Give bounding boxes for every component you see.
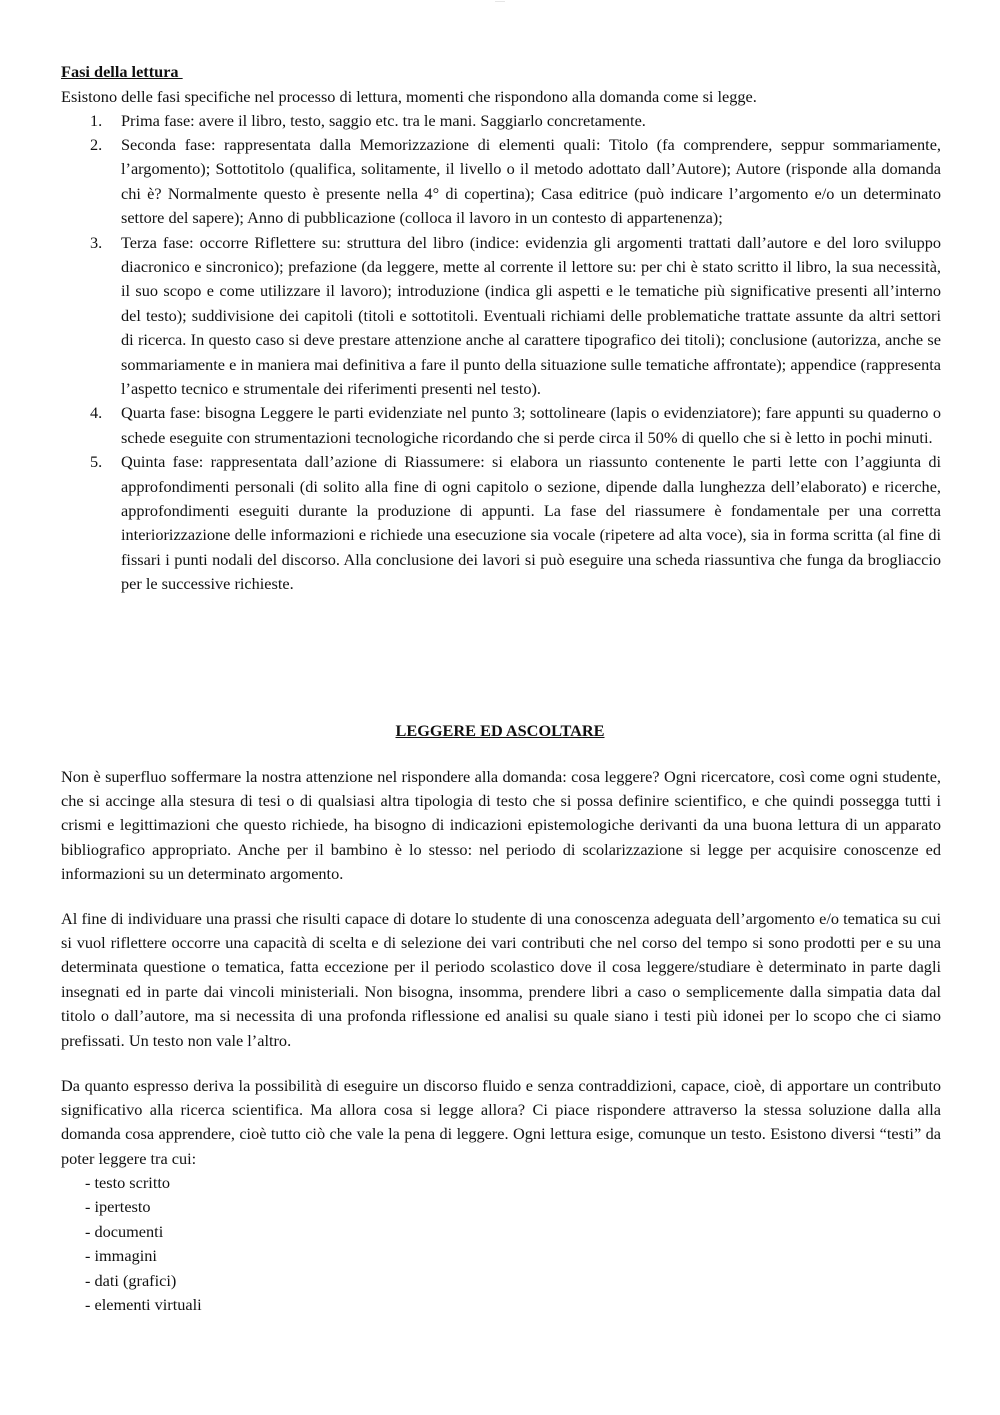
section-intro: Esistono delle fasi specifiche nel processo di lettura, momenti che rispondono alla domanda come si legge.	[61, 86, 757, 106]
list-item	[61, 231, 941, 402]
list-item	[61, 133, 941, 231]
list-item	[61, 401, 941, 450]
list-item-text: Seconda fase: rappresentata dalla Memorizzazione di elementi quali: Titolo (fa comprendere, seppur sommariamente, l’argomento); Sottotitolo (qualifica, solitamente, il livello o il metodo adottato dall’Autore); Autore (risponde alla domanda chi è? Normalmente questo è presente nella 4° di copertina); Casa editrice (può indicare l’argomento e/o un determinato settore del sapere); Anno di pubblicazione (colloca il lavoro in un contesto di appartenenza);	[121, 134, 941, 228]
list-number: 1.	[90, 110, 103, 130]
list-number: 5.	[90, 452, 103, 472]
paragraph: Non è superfluo soffermare la nostra attenzione nel rispondere alla domanda: cosa leggere? Ogni ricercatore, così come ogni studente, che si accinge alla stesura di tesi o di qualsiasi altra tipologia di testo che si possa definire scientifico, e che quindi possegga tutti i crismi e legittimazioni che questo richiede, ha bisogno di indicazioni epistemologiche derivanti da una buona lettura di un apparato bibliografico appropriato. Anche per il bambino è lo stesso: nel periodo di scolarizzazione si legge per acquisire conoscenze ed informazioni su un determinato argomento.	[61, 766, 941, 884]
list-item: - elementi virtuali	[85, 1295, 202, 1315]
list-item-text: Prima fase: avere il libro, testo, saggio etc. tra le mani. Saggiarlo concretamente.	[121, 110, 646, 130]
section-title-fasi: Fasi della lettura	[61, 62, 183, 81]
paragraph: Al fine di individuare una prassi che risulti capace di dotare lo studente di una conoscenza adeguata dell’argomento e/o tematica su cui si vuol riflettere occorre una capacità di scelta e di selezione dei vari contributi che nel corso del tempo si sono prodotti per e su una determinata questione o tematica, fatta eccezione per il periodo scolastico dove il cosa leggere/studiare è determinato in parte dagli insegnati ed in parte dai vincoli ministeriali. Non bisogna, insomma, prendere libri a caso o semplicemente dalla simpatia data dal titolo o dall’autore, ma si necessita di una profonda riflessione ed analisi su quale siano i testi più idonei per lo scopo che ci siamo prefissati. Un testo non vale l’altro.	[61, 908, 941, 1050]
list-item: - immagini	[85, 1246, 157, 1266]
list-item: - testo scritto	[85, 1173, 171, 1192]
list-number: 2.	[90, 134, 103, 154]
list-item-text: Terza fase: occorre Riflettere su: struttura del libro (indice: evidenzia gli argomenti trattati dall’autore e del loro sviluppo diacronico e sincronico); prefazione (da leggere, mette al corrente il lettore su: per chi è stato scritto il libro, la sua necessità, il suo scopo e come utilizzare il lavoro); introduzione (indica gli aspetti e le tematiche più significative presenti all’interno del testo); suddivisione dei capitoli (titoli e sottotitoli. Eventuali richiami delle problematiche trattate assunte da altri settori di ricerca. In questo caso si deve prestare attenzione anche al carattere tipografico dei titoli); conclusione (autorizza, anche se sommariamente e in maniera mai definitiva a fare il punto della situazione sulle tematiche affrontate); appendice (rappresenta l’aspetto tecnico e strumentale dei riferimenti presenti nel testo).	[121, 232, 941, 398]
text-types-list	[85, 1171, 202, 1317]
list-item-text: Quarta fase: bisogna Leggere le parti evidenziate nel punto 3; sottolineare (lapis o evidenziatore); fare appunti su quaderno o schede eseguite con strumentazioni tecnologiche ricordando che si perde circa il 50% di quello che si è letto in pochi minuti.	[121, 403, 941, 447]
list-number: 4.	[90, 403, 103, 423]
list-item-text: Quinta fase: rappresentata dall’azione di Riassumere: si elabora un riassunto contenente le parti lette con l’aggiunta di approfondimenti personali (di solito alla fine di ogni capitolo o sezione, dipende dalla lunghezza dell’elaborato) e ricerche, approfondimenti eseguiti durante la produzione di appunti. La fase del riassumere è fondamentale per una corretta interiorizzazione delle informazioni e richiede una esecuzione sia vocale (ripetere ad alta voce), sia in forma scritta (al fine di fissari i punti nodali del discorso. Alla conclusione dei lavori si può eseguire una scheda riassuntiva che funga da brogliaccio per le successive richieste.	[121, 452, 941, 594]
reading-phases-list	[61, 109, 941, 597]
section-title-leggere: LEGGERE ED ASCOLTARE	[395, 721, 605, 740]
list-item	[61, 109, 941, 133]
list-item: - dati (grafici)	[85, 1270, 177, 1290]
header-mark: ----------	[495, 0, 505, 3]
list-number: 3.	[90, 232, 103, 252]
paragraph: Da quanto espresso deriva la possibilità di eseguire un discorso fluido e senza contraddizioni, capace, cioè, di apportare un contributo significativo alla ricerca scientifica. Ma allora cosa si legge allora? Ci piace rispondere attraverso la stessa soluzione dalla alla domanda cosa apprendere, cioè tutto ciò che vale la pena di leggere. Ogni lettura esige, comunque un testo. Esistono diversi “testi” da poter leggere tra cui:	[61, 1075, 941, 1168]
list-item: - ipertesto	[85, 1197, 151, 1217]
list-item: - documenti	[85, 1221, 164, 1241]
list-item	[61, 450, 941, 596]
